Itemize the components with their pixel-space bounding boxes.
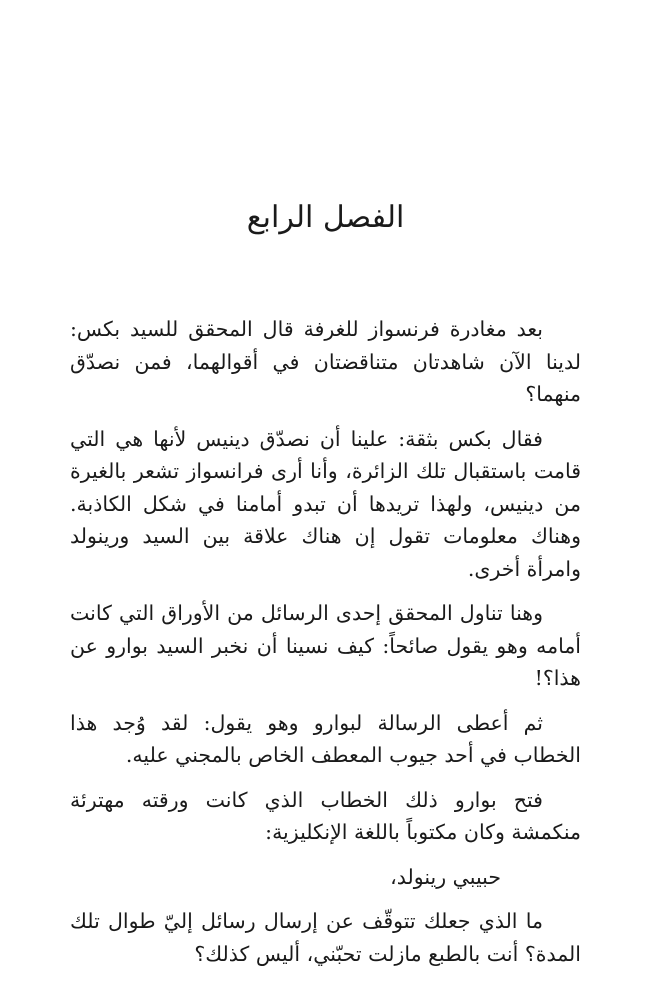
paragraph-2: فقال بكس بثقة: علينا أن نصدّق دينيس لأنها هي التي قامت باستقبال تلك الزائرة، وأنا أرى فرانسواز تشعر بالغيرة من دينيس، ولهذا تريدها أن تبدو أمامنا في شكل الكاذبة. وهناك معلومات تقول إن هناك علاقة بين السيد ورينولد وامرأة أخرى.: [70, 426, 581, 581]
paragraph-4: ثم أعطى الرسالة لبوارو وهو يقول: لقد وُجد هذا الخطاب في أحد جيوب المعطف الخاص بالمجني عليه.: [70, 710, 581, 767]
chapter-body: [70, 313, 581, 982]
letter-salutation: حبيبي رينولد،: [390, 864, 501, 889]
paragraph-3: وهنا تناول المحقق إحدى الرسائل من الأوراق التي كانت أمامه وهو يقول صائحاً: كيف نسينا أن نخبر السيد بوارو عن هذا؟!: [70, 601, 581, 690]
paragraph-5: فتح بوارو ذلك الخطاب الذي كانت ورقته مهترئة منكمشة وكان مكتوباً باللغة الإنكليزية:: [70, 787, 581, 844]
chapter-title: الفصل الرابع: [246, 200, 405, 235]
letter-line: ما الذي جعلك تتوقّف عن إرسال رسائل إليّ طوال تلك المدة؟ أنت بالطبع مازلت تحبّني، أليس كذلك؟: [70, 909, 581, 966]
paragraph-1: بعد مغادرة فرنسواز للغرفة قال المحقق للسيد بكس: لدينا الآن شاهدتان متناقضتان في أقوالهما، فمن نصدّق منهما؟: [70, 317, 581, 406]
